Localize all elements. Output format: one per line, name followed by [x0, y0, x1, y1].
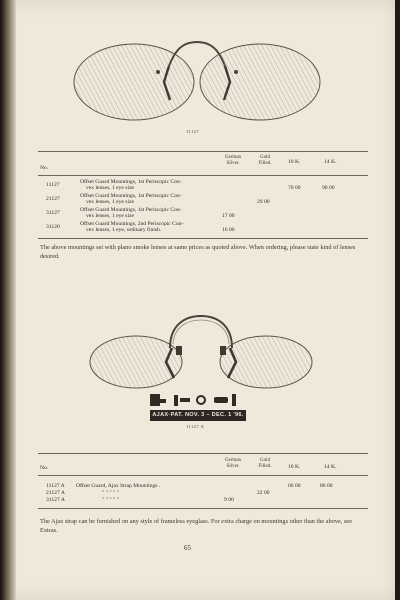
col-header-german-silver: German Silver. [224, 458, 242, 469]
table-top-rule [38, 151, 368, 152]
price-14k: 90 00 [322, 185, 335, 191]
patent-stamp [150, 410, 246, 421]
table-row-desc: Offset Guard, Ajax Strap Mountings . [76, 483, 161, 489]
table-bottom-rule [38, 238, 368, 239]
table-row-no: 11127 [46, 182, 60, 188]
col-header-german-silver: German Silver. [224, 155, 242, 166]
table-row-desc-line2: vex lenses, 1 eye size [86, 199, 134, 205]
price-14k: 86 00 [320, 483, 333, 489]
table-row-desc-line2: vex lenses, 1 eye, ordinary finish. [86, 227, 162, 233]
table-row-desc: " " " " " [102, 497, 120, 503]
patent-stamp-text: AJAX·PAT. NOV. 3 – DEC. 1 '96. [152, 412, 244, 418]
catalog-page [2, 0, 395, 600]
header-rule [38, 475, 368, 476]
table-row-no: 21127 A [46, 490, 65, 496]
table-row-desc-line2: vex lenses, 1 eye size [86, 185, 134, 191]
table-row-no: 31127 [46, 210, 60, 216]
col-header-14k: 14 K. [324, 159, 337, 165]
col-header-14k: 14 K. [324, 464, 337, 470]
strap-parts-illustration [144, 392, 244, 408]
price-german-silver: 9 00 [224, 497, 234, 503]
table-bottom-rule [38, 508, 368, 509]
price-10k: 66 00 [288, 483, 301, 489]
col-header-no: No. [40, 165, 49, 171]
book-spine-shadow [2, 0, 16, 600]
note-paragraph: The above mountings set with plano smoke lenses at same prices as quoted above. When ordering, please state kind of lenses desired. [40, 244, 356, 261]
pince-nez-illustration-11127 [72, 30, 322, 126]
header-rule [38, 175, 368, 176]
table-row-no: 11127 A [46, 483, 65, 489]
price-10k: 70 00 [288, 185, 301, 191]
col-header-10k: 10 K. [288, 464, 301, 470]
price-german-silver: 16 00 [222, 227, 235, 233]
table-top-rule [38, 453, 368, 454]
col-header-no: No. [40, 465, 49, 471]
table-row-desc-line1: Offset Guard Mountings, 2nd Periscopic Con- [80, 221, 184, 227]
table-row-desc: " " " " " [102, 490, 120, 496]
table-row-no: 21127 [46, 196, 60, 202]
table-row-desc-line1: Offset Guard Mountings, 1st Periscopic Con- [80, 207, 182, 213]
table-row-no: 31127 A [46, 497, 65, 503]
figure-caption: 11127 A [186, 424, 205, 429]
price-gold-filled: 29 00 [257, 199, 270, 205]
table-row-no: 31120 [46, 224, 60, 230]
table-row-desc-line1: Offset Guard Mountings, 1st Periscopic Con- [80, 179, 182, 185]
pince-nez-illustration-11127a [86, 312, 316, 390]
col-header-gold-filled: Gold Filled. [258, 155, 272, 166]
figure-caption: 11127 [186, 129, 200, 134]
col-header-10k: 10 K. [288, 159, 301, 165]
col-header-gold-filled: Gold Filled. [258, 458, 272, 469]
price-gold-filled: 22 00 [257, 490, 270, 496]
page-number: 65 [184, 544, 191, 552]
note-paragraph: The Ajax strap can be furnished on any style of frameless eyeglass. For extra charge on mountings other than the above, see Extras. [40, 518, 353, 535]
table-row-desc-line2: vex lenses, 1 eye size [86, 213, 134, 219]
price-german-silver: 17 00 [222, 213, 235, 219]
table-row-desc-line1: Offset Guard Mountings, 1st Periscopic Con- [80, 193, 182, 199]
